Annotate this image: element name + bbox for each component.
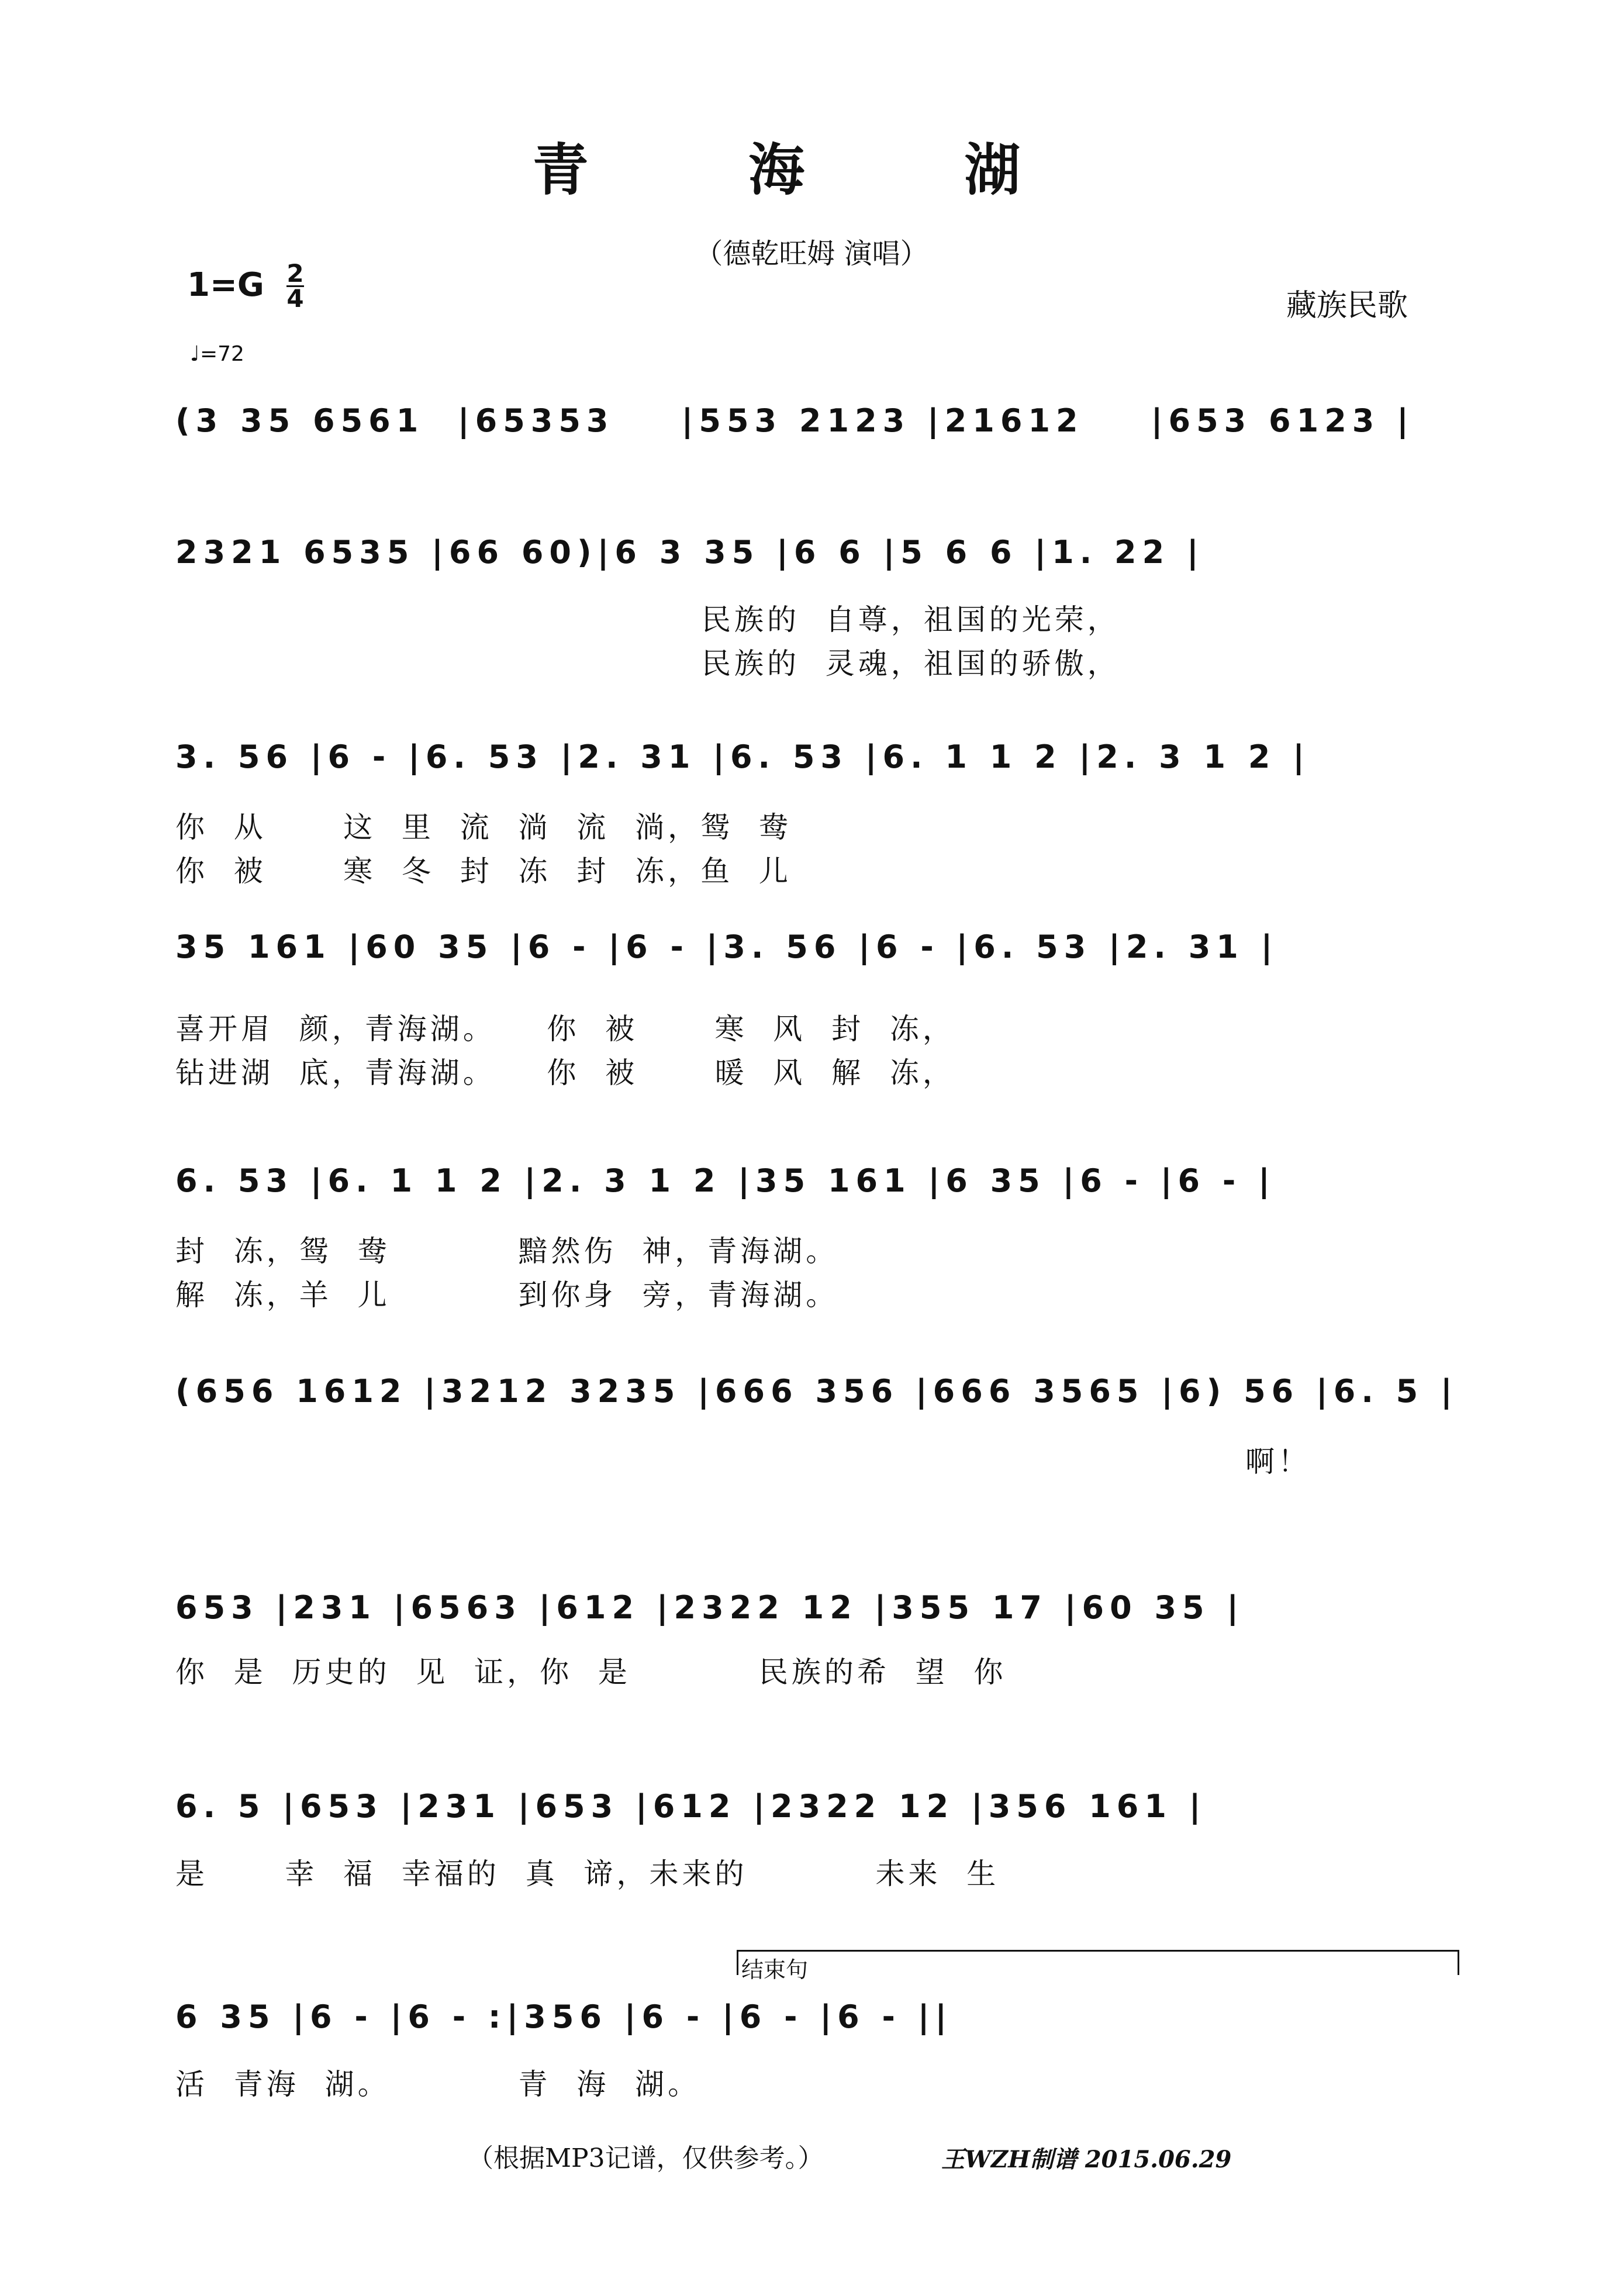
lyric-line: 活 青海 湖。 青 海 湖。 (175, 2067, 701, 2101)
system-notes: 35 161 |60 35 |6 - |6 - |3. 56 |6 - |6. 53 |2. 31 | (175, 928, 1279, 965)
time-bottom: 4 (286, 284, 304, 313)
lyric-line: 你 从 这 里 流 淌 流 淌，鸳 鸯 (175, 810, 792, 844)
system-notes: 6. 53 |6. 1 1 2 |2. 3 1 2 |35 161 |6 35 |6 - |6 - | (175, 1162, 1276, 1199)
footer-note: （根据MP3记谱，仅供参考。） (468, 2143, 824, 2173)
genre-label: 藏族民歌 (1286, 288, 1408, 323)
system-1 (175, 392, 1473, 462)
lyric-line: 解 冻，羊 儿 到你身 旁，青海湖。 (175, 1278, 839, 1312)
volta-label: 结束句 (741, 1957, 809, 1983)
system-6 (175, 1362, 1473, 1432)
transcriber-credit: 王WZH制谱 2015.06.29 (941, 2146, 1232, 2173)
system-notes: 3. 56 |6 - |6. 53 |2. 31 |6. 53 |6. 1 1 2 |2. 3 1 2 | (175, 738, 1310, 775)
system-3 (175, 728, 1473, 798)
time-top: 2 (286, 259, 304, 288)
lyric-line: 啊！ (1245, 1445, 1311, 1479)
lyric-line: 封 冻，鸳 鸯 黯然伤 神，青海湖。 (175, 1234, 839, 1268)
system-notes: (656 1612 |3212 3235 |666 356 |666 3565 |6) 56 |6. 5 | (175, 1373, 1458, 1410)
system-4 (175, 918, 1473, 988)
lyric-line: 你 被 寒 冬 封 冻 封 冻，鱼 儿 (175, 854, 792, 888)
system-2 (175, 523, 1473, 593)
system-notes: 2321 6535 |66 60)|6 3 35 |6 6 |5 6 6 |1. 22 | (175, 534, 1204, 571)
system-notes: 6 35 |6 - |6 - :|356 |6 - |6 - |6 - || (175, 1998, 953, 2035)
key-signature: 1=G (187, 266, 264, 304)
system-notes: (3 35 6561 |65353 |553 2123 |21612 |653 6123 | (175, 402, 1414, 439)
system-8 (175, 1777, 1473, 1848)
system-5 (175, 1152, 1473, 1222)
system-9 (175, 1988, 1473, 2058)
lyric-line: 钻进湖 底，青海湖。 你 被 暖 风 解 冻， (175, 1056, 955, 1090)
lyric-line: 喜开眉 颜，青海湖。 你 被 寒 风 封 冻， (175, 1012, 955, 1046)
system-notes: 6. 5 |653 |231 |653 |612 |2322 12 |356 161 | (175, 1788, 1207, 1825)
volta-bracket (737, 1950, 1459, 1975)
tempo-mark: ♩=72 (190, 342, 244, 366)
system-7 (175, 1579, 1473, 1649)
lyric-line: 民族的 灵魂，祖国的骄傲， (702, 647, 1120, 681)
lyric-line: 民族的 自尊，祖国的光荣， (702, 603, 1120, 637)
lyric-line: 你 是 历史的 见 证，你 是 民族的希 望 你 (175, 1655, 1007, 1689)
lyric-line: 是 幸 福 幸福的 真 谛，未来的 未来 生 (175, 1857, 1000, 1891)
time-signature (286, 259, 304, 313)
singer-line: （德乾旺姆 演唱） (695, 237, 928, 270)
system-notes: 653 |231 |6563 |612 |2322 12 |355 17 |60 35 | (175, 1589, 1245, 1626)
song-title: 青 海 湖 (532, 137, 1091, 203)
